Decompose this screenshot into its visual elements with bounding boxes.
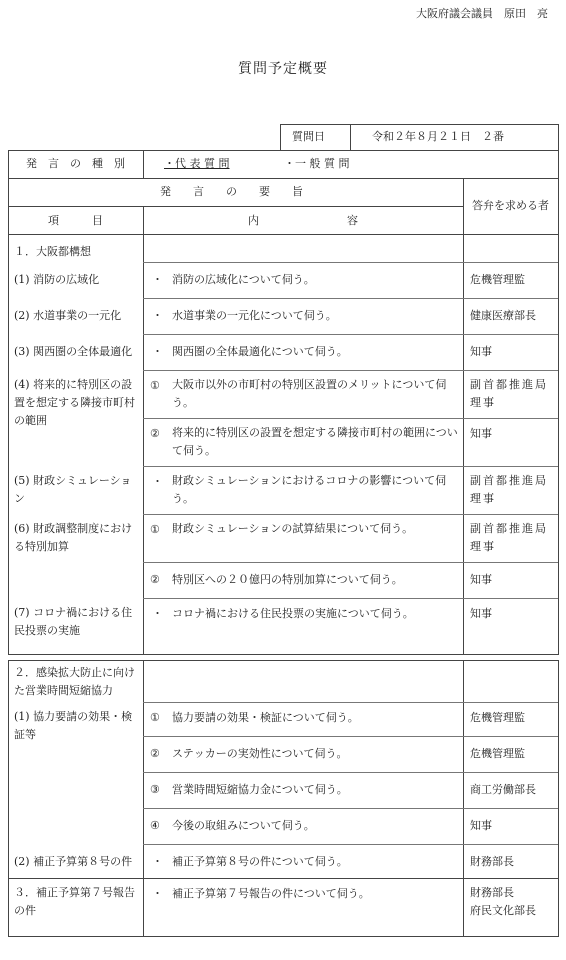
column-item-header: 項 目 <box>48 214 103 227</box>
content-text: 特別区への２０億円の特別加算について伺う。 <box>172 573 403 586</box>
content-bullet: ・ <box>152 607 163 620</box>
content-text: コロナ禍における住民投票の実施について伺う。 <box>172 607 414 620</box>
item-label: (7) コロナ禍における住民投票の実施 <box>14 606 133 637</box>
answer-person: 危機管理監 <box>470 747 525 760</box>
item-label: (1) 消防の広域化 <box>14 273 100 286</box>
content-bullet: ② <box>150 427 160 440</box>
item-label: (4) 将来的に特別区の設置を想定する隣接市町村の範囲 <box>14 378 135 427</box>
content-text: 今後の取組みについて伺う。 <box>172 819 315 832</box>
content-bullet: ① <box>150 711 160 724</box>
answer-person: 知事 <box>470 427 492 440</box>
content-text: 補正予算第７号報告の件について伺う。 <box>172 887 370 900</box>
content-text: 水道事業の一元化について伺う。 <box>172 309 337 322</box>
item-label: (6) 財政調整制度における特別加算 <box>14 522 133 553</box>
speech-type-selected: ・代 表 質 問 <box>164 157 230 170</box>
content-bullet: ③ <box>150 783 160 796</box>
answer-person: 副首都推進局理事 <box>470 522 548 553</box>
content-text: 財政シミュレーションにおけるコロナの影響について伺う。 <box>172 474 447 505</box>
content-bullet: ・ <box>152 309 163 322</box>
answer-person: 財務部長 府民文化部長 <box>470 886 536 917</box>
answer-person: 危機管理監 <box>470 273 525 286</box>
answer-person: 知事 <box>470 573 492 586</box>
content-bullet: ・ <box>152 887 163 900</box>
item-label: (1) 協力要請の効果・検証等 <box>14 710 133 741</box>
column-summary-header: 発 言 の 要 旨 <box>160 185 303 198</box>
item-label: (2) 水道事業の一元化 <box>14 309 122 322</box>
content-text: 営業時間短縮協力金について伺う。 <box>172 783 348 796</box>
content-bullet: ② <box>150 573 160 586</box>
content-text: 関西圏の全体最適化について伺う。 <box>172 345 348 358</box>
answer-person: 商工労働部長 <box>470 783 536 796</box>
content-bullet: ① <box>150 379 160 392</box>
content-bullet: ・ <box>152 855 163 868</box>
content-text: 消防の広域化について伺う。 <box>172 273 315 286</box>
content-text: ステッカーの実効性について伺う。 <box>172 747 348 760</box>
item-label: (5) 財政シミュレーション <box>14 474 132 505</box>
answer-person: 危機管理監 <box>470 711 525 724</box>
content-bullet: ・ <box>152 345 163 358</box>
content-text: 大阪市以外の市町村の特別区設置のメリットについて伺う。 <box>172 378 447 409</box>
answer-person: 財務部長 <box>470 855 514 868</box>
answer-person: 知事 <box>470 607 492 620</box>
speech-type-other: ・一 般 質 問 <box>284 157 350 170</box>
item-label: (2) 補正予算第８号の件 <box>14 855 133 868</box>
answer-person: 知事 <box>470 819 492 832</box>
content-bullet: ① <box>150 523 160 536</box>
column-answer-header: 答弁を求める者 <box>472 199 549 212</box>
content-text: 将来的に特別区の設置を想定する隣接市町村の範囲について伺う。 <box>172 426 458 457</box>
document-title: 質問予定概要 <box>238 61 328 77</box>
content-bullet: ④ <box>150 819 160 832</box>
answer-person: 知事 <box>470 345 492 358</box>
content-text: 財政シミュレーションの試算結果について伺う。 <box>172 522 414 535</box>
item-label: ３．補正予算第７号報告の件 <box>14 886 135 917</box>
section-heading: １．大阪都構想 <box>14 245 91 258</box>
content-bullet: ・ <box>152 273 163 286</box>
answer-person: 健康医療部長 <box>470 309 536 322</box>
content-bullet: ・ <box>152 475 163 488</box>
content-bullet: ② <box>150 747 160 760</box>
answer-person: 副首都推進局理事 <box>470 474 548 505</box>
content-text: 協力要請の効果・検証について伺う。 <box>172 711 359 724</box>
date-value: 令和２年８月２１日 ２番 <box>372 130 504 143</box>
content-text: 補正予算第８号の件について伺う。 <box>172 855 348 868</box>
speech-type-label: 発 言 の 種 別 <box>26 157 125 170</box>
answer-person: 副首都推進局理事 <box>470 378 548 409</box>
column-content-header: 内 容 <box>248 214 358 227</box>
author-name: 大阪府議会議員 原田 亮 <box>416 7 548 20</box>
item-label: (3) 関西圏の全体最適化 <box>14 345 133 358</box>
date-label: 質問日 <box>292 130 325 143</box>
section-heading: ２．感染拡大防止に向けた営業時間短縮協力 <box>14 666 135 697</box>
